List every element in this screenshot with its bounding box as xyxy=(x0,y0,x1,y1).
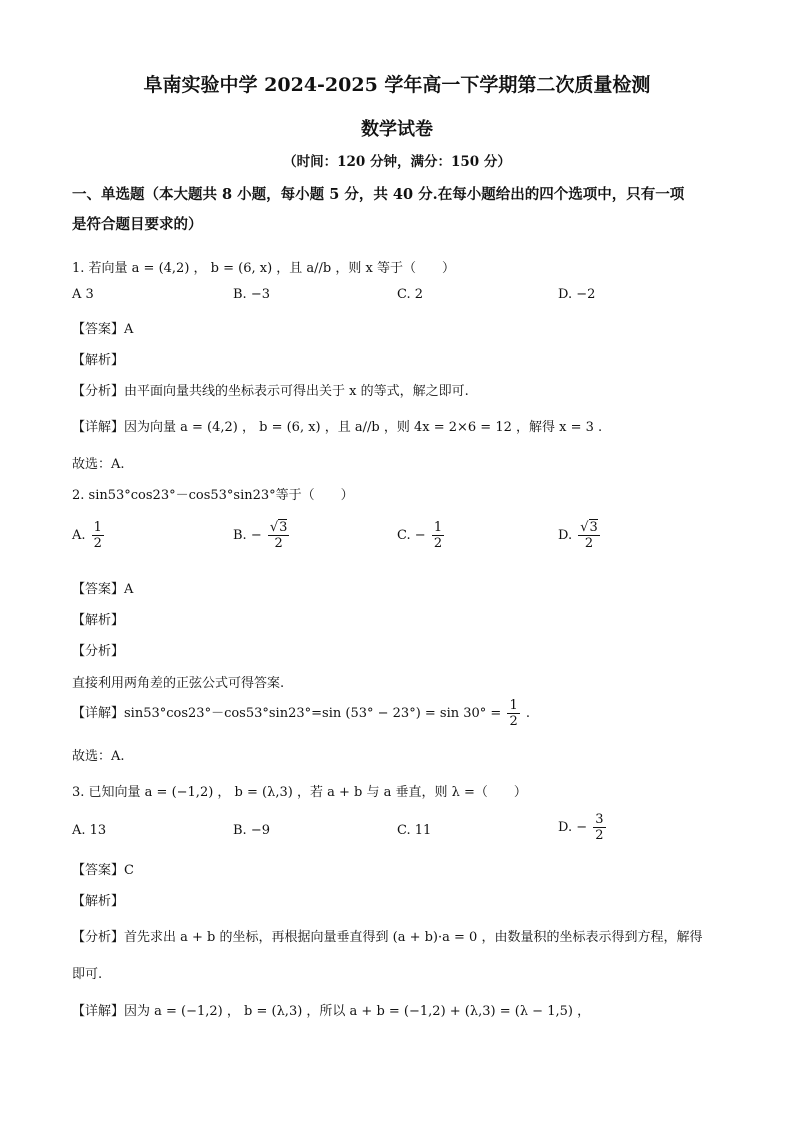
fraction-denominator: 2 xyxy=(433,536,443,551)
q2-stem: 2. sin53°cos23°－cos53°sin23°等于（ ） xyxy=(72,488,354,503)
fraction-numerator: √3 xyxy=(269,520,288,535)
fraction-numerator: √3 xyxy=(580,520,598,535)
fraction-denominator: 2 xyxy=(93,536,102,551)
q1-option-c: C. 2 xyxy=(397,287,424,302)
q2-option-b xyxy=(233,520,291,551)
fraction-numerator: 1 xyxy=(433,520,443,535)
q2-option-d-label: D. xyxy=(558,528,573,543)
q1-detail: 【详解】因为向量 a = (4,2) ， b = (6, x) ，且 a//b ，则 4x = 2×6 = 12 ，解得 x = 3 . xyxy=(72,420,603,435)
q2-option-d xyxy=(558,520,602,551)
q2-option-a-label: A. xyxy=(72,528,86,543)
exam-time-info: （时间：120 分钟，满分：150 分） xyxy=(283,154,511,170)
q3-option-b: B. −9 xyxy=(233,823,270,838)
q2-option-a-fraction xyxy=(92,520,104,551)
q1-stem: 1. 若向量 a = (4,2) ， b = (6, x) ，且 a//b ，则 x 等于（ ） xyxy=(72,261,455,276)
q1-option-d: D. −2 xyxy=(558,287,596,302)
q2-choose: 故选：A. xyxy=(72,749,125,764)
q2-option-c xyxy=(397,520,446,551)
q1-option-a: A 3 xyxy=(72,287,94,302)
q3-option-a: A. 13 xyxy=(72,823,107,838)
q1-answer: 【答案】A xyxy=(72,322,134,337)
q3-stem: 3. 已知向量 a = (−1,2) ， b = (λ,3) ，若 a + b 与 a 垂直，则 λ =（ ） xyxy=(72,785,527,800)
q2-option-a xyxy=(72,520,106,551)
q2-detail-mid: (53° − 23°) = sin 30° = xyxy=(345,706,502,721)
q2-jiexi-label: 【解析】 xyxy=(72,613,125,628)
fraction-numerator: 1 xyxy=(93,520,102,535)
q3-analysis-line1: 【分析】首先求出 a + b 的坐标，再根据向量垂直得到 (a + b)·a = 0 ，由数量积的坐标表示得到方程，解得 xyxy=(72,930,703,945)
fraction-denominator: 2 xyxy=(509,714,518,729)
q3-analysis-line2: 即可. xyxy=(72,967,103,982)
q2-detail-end: . xyxy=(525,706,531,721)
q3-detail: 【详解】因为 a = (−1,2) ， b = (λ,3) ，所以 a + b = (−1,2) + (λ,3) = (λ − 1,5) ， xyxy=(72,1004,591,1019)
fraction-denominator: 2 xyxy=(268,535,290,551)
fraction-numerator: 1 xyxy=(509,698,518,713)
q2-option-b-fraction xyxy=(268,520,290,551)
exam-title: 阜南实验中学 2024-2025 学年高一下学期第二次质量检测 xyxy=(143,74,651,96)
q2-option-c-label: C. xyxy=(397,528,411,543)
q2-detail xyxy=(72,698,530,729)
radicand: 3 xyxy=(589,520,598,535)
q2-detail-fraction xyxy=(507,698,519,729)
fraction-denominator: 2 xyxy=(578,535,600,551)
q3-jiexi-label: 【解析】 xyxy=(72,894,125,909)
fraction-numerator: 3 xyxy=(595,812,604,827)
q2-option-c-sign: − xyxy=(414,528,426,543)
q3-option-c: C. 11 xyxy=(397,823,432,838)
fraction-denominator: 2 xyxy=(595,828,604,843)
q2-analysis-label: 【分析】 xyxy=(72,644,125,659)
q2-detail-prefix: 【详解】sin53°cos23°－cos53°sin23°=sin xyxy=(72,706,342,721)
section-heading-line2: 是符合题目要求的） xyxy=(72,216,203,233)
q2-analysis-text: 直接利用两角差的正弦公式可得答案. xyxy=(72,676,285,691)
q1-option-b: B. −3 xyxy=(233,287,270,302)
q2-answer: 【答案】A xyxy=(72,582,134,597)
q1-jiexi-label: 【解析】 xyxy=(72,353,125,368)
q3-option-d-fraction xyxy=(593,812,605,843)
q2-option-d-fraction xyxy=(578,520,600,551)
exam-subtitle: 数学试卷 xyxy=(361,119,433,140)
q3-option-d-sign: − xyxy=(576,820,588,835)
q3-option-d-label: D. xyxy=(558,820,573,835)
q3-option-d xyxy=(558,812,608,843)
q2-option-b-sign: − xyxy=(250,528,262,543)
q1-analysis: 【分析】由平面向量共线的坐标表示可得出关于 x 的等式，解之即可. xyxy=(72,384,469,399)
section-heading-line1: 一、单选题（本大题共 8 小题，每小题 5 分，共 40 分.在每小题给出的四个选项中，只有一项 xyxy=(72,186,685,203)
q2-option-b-label: B. xyxy=(233,528,247,543)
radicand: 3 xyxy=(279,520,288,535)
q3-answer: 【答案】C xyxy=(72,863,134,878)
q2-option-c-fraction xyxy=(432,520,444,551)
q1-choose: 故选：A. xyxy=(72,457,125,472)
